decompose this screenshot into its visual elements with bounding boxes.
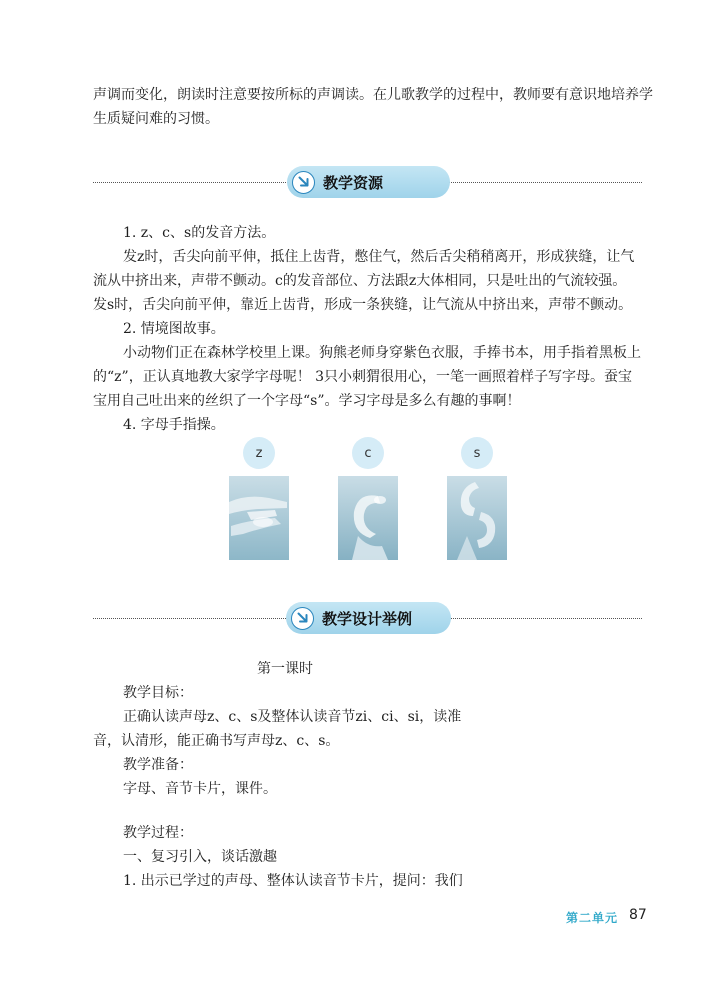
section-header-resources — [287, 166, 450, 198]
section-header-design-example — [286, 602, 451, 634]
intro-line-2: 生质疑问难的习惯。 — [93, 111, 219, 127]
step-heading: 一、复习引入，谈话激趣 — [123, 849, 277, 865]
paragraph-line: 宝用自己吐出来的丝织了一个字母“s”。学习字母是多么有趣的事啊！ — [93, 393, 521, 409]
item-heading-story: 2. 情境图故事。 — [123, 321, 225, 337]
paragraph-line: 正确认读声母z、c、s及整体认读音节zi、ci、si，读准 — [123, 709, 462, 725]
arrow-down-right-icon — [291, 607, 314, 630]
paragraph-line: 流从中挤出来，声带不颤动。c的发音部位、方法跟z大体相同，只是吐出的气流较强。 — [93, 273, 627, 289]
goal-label: 教学目标： — [123, 685, 193, 701]
letter-badge-z: z — [243, 437, 275, 469]
paragraph-line: 的“z”，正认真地教大家学字母呢！ 3只小刺猬很用心，一笔一画照着样子写字母。蚕宝 — [93, 369, 633, 385]
prep-label: 教学准备： — [123, 757, 193, 773]
paragraph-line: 1. 出示已学过的声母、整体认读音节卡片，提问：我们 — [123, 873, 463, 889]
section-title: 教学资源 — [323, 173, 384, 192]
footer-unit-label: 第二单元 — [566, 911, 619, 925]
hand-gesture-s-image — [447, 476, 507, 560]
section-title: 教学设计举例 — [322, 609, 413, 628]
hand-gesture-c-image — [338, 476, 398, 560]
paragraph-line: 发z时，舌尖向前平伸，抵住上齿背，憋住气，然后舌尖稍稍离开，形成狭缝，让气 — [123, 249, 635, 265]
paragraph-line: 音，认清形，能正确书写声母z、c、s。 — [93, 733, 340, 749]
letter-badge-c: c — [352, 437, 384, 469]
process-label: 教学过程： — [123, 825, 193, 841]
item-heading-finger-exercise: 4. 字母手指操。 — [123, 417, 225, 433]
paragraph-line: 发s时，舌尖向前平伸，靠近上齿背，形成一条狭缝，让气流从中挤出来，声带不颤动。 — [93, 297, 633, 313]
lesson-title: 第一课时 — [257, 661, 313, 677]
paragraph-line: 字母、音节卡片，课件。 — [123, 781, 277, 797]
intro-line-1: 声调而变化，朗读时注意要按所标的声调读。在儿歌教学的过程中，教师要有意识地培养学 — [93, 87, 653, 103]
paragraph-line: 小动物们正在森林学校里上课。狗熊老师身穿紫色衣服，手捧书本，用手指着黑板上 — [123, 345, 641, 361]
page-number: 87 — [629, 907, 647, 923]
hand-gesture-z-image — [229, 476, 289, 560]
item-heading-pronunciation: 1. z、c、s的发音方法。 — [123, 225, 276, 241]
letter-badge-s: s — [461, 437, 493, 469]
arrow-down-right-icon — [292, 171, 315, 194]
